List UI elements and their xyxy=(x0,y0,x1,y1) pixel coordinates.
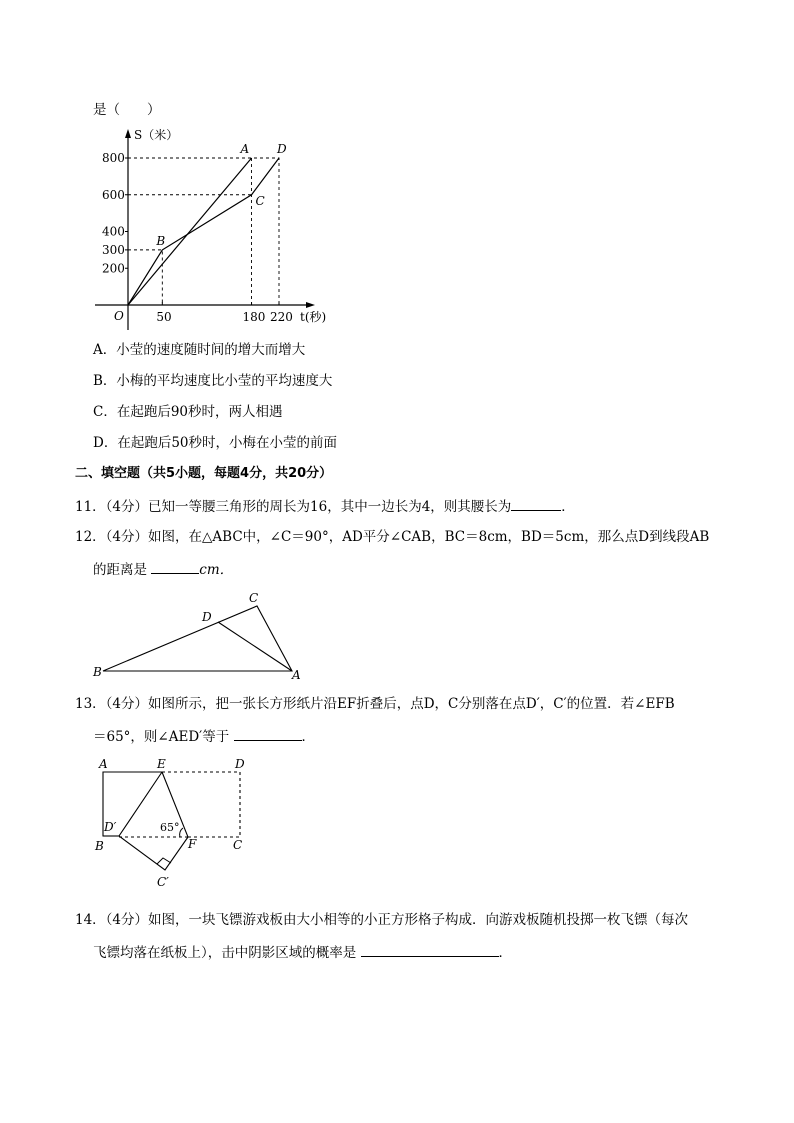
label-a: A xyxy=(99,757,108,771)
y-tick-label: 400 xyxy=(102,224,125,239)
y-axis-label: S（米） xyxy=(134,128,179,142)
question-12-prompt: 的距离是 xyxy=(93,562,152,578)
x-tick-label: 50 xyxy=(156,310,172,324)
question-13-line1: 13．（4分）如图所示，把一张长方形纸片沿EF折叠后，点D，C分别落在点D′，C′的位置．若∠EFB xyxy=(75,696,675,712)
question-14-end: ． xyxy=(498,945,513,961)
label-c: C xyxy=(233,838,243,852)
answer-blank-14[interactable] xyxy=(361,942,499,957)
option-c: C．在起跑后90秒时，两人相遇 xyxy=(93,404,283,420)
label-b: B xyxy=(95,839,104,853)
question-13-end: ． xyxy=(301,729,316,745)
question-12-line1: 12．（4分）如图，在△ABC中，∠C＝90°，AD平分∠CAB，BC＝8cm，BD＝5cm，那么点D到线段AB xyxy=(75,529,710,545)
option-d: D．在起跑后50秒时，小梅在小莹的前面 xyxy=(93,435,338,451)
question-14-prompt: 飞镖均落在纸板上），击中阴影区域的概率是 xyxy=(93,945,361,961)
label-d: D xyxy=(235,757,245,771)
label-a: A xyxy=(292,668,301,682)
label-d-prime: D′ xyxy=(104,820,117,834)
x-axis-label: t(秒) xyxy=(300,310,327,324)
option-a: A．小莹的速度随时间的增大而增大 xyxy=(93,342,306,358)
y-tick-label: 300 xyxy=(102,242,125,257)
question-13-prompt: ＝65°，则∠AED′等于 xyxy=(93,729,234,745)
question-11-end: ． xyxy=(561,499,575,515)
question-12-unit: cm． xyxy=(199,562,234,578)
label-f: F xyxy=(188,837,197,851)
x-tick-label: 180 xyxy=(242,310,266,324)
y-tick-label: 600 xyxy=(102,187,125,202)
label-d: D xyxy=(202,610,212,624)
option-b: B．小梅的平均速度比小莹的平均速度大 xyxy=(93,373,333,389)
question-continuation: 是（ ） xyxy=(93,102,161,118)
point-label-b: B xyxy=(156,233,166,248)
point-label-d: D xyxy=(277,142,287,156)
question-11-text: 11．（4分）已知一等腰三角形的周长为16，其中一边长为4，则其腰长为 xyxy=(75,499,512,515)
label-c: C xyxy=(249,591,259,605)
y-tick-label: 800 xyxy=(102,151,125,165)
point-label-a: A xyxy=(240,142,250,156)
label-c-prime: C′ xyxy=(157,875,169,889)
question-14-line2 xyxy=(93,942,512,962)
x-tick-label: 220 xyxy=(270,310,293,324)
label-angle-65: 65° xyxy=(160,821,180,834)
point-label-c: C xyxy=(255,193,265,208)
question-14-line1: 14．（4分）如图，一块飞镖游戏板由大小相等的小正方形格子构成．向游戏板随机投掷一枚飞镖（每次 xyxy=(75,912,689,928)
section-heading: 二、填空题（共5小题，每题4分，共20分） xyxy=(75,466,333,481)
label-b: B xyxy=(93,665,102,679)
label-e: E xyxy=(157,757,166,771)
origin-label: O xyxy=(114,309,124,323)
y-tick-label: 200 xyxy=(102,261,125,276)
